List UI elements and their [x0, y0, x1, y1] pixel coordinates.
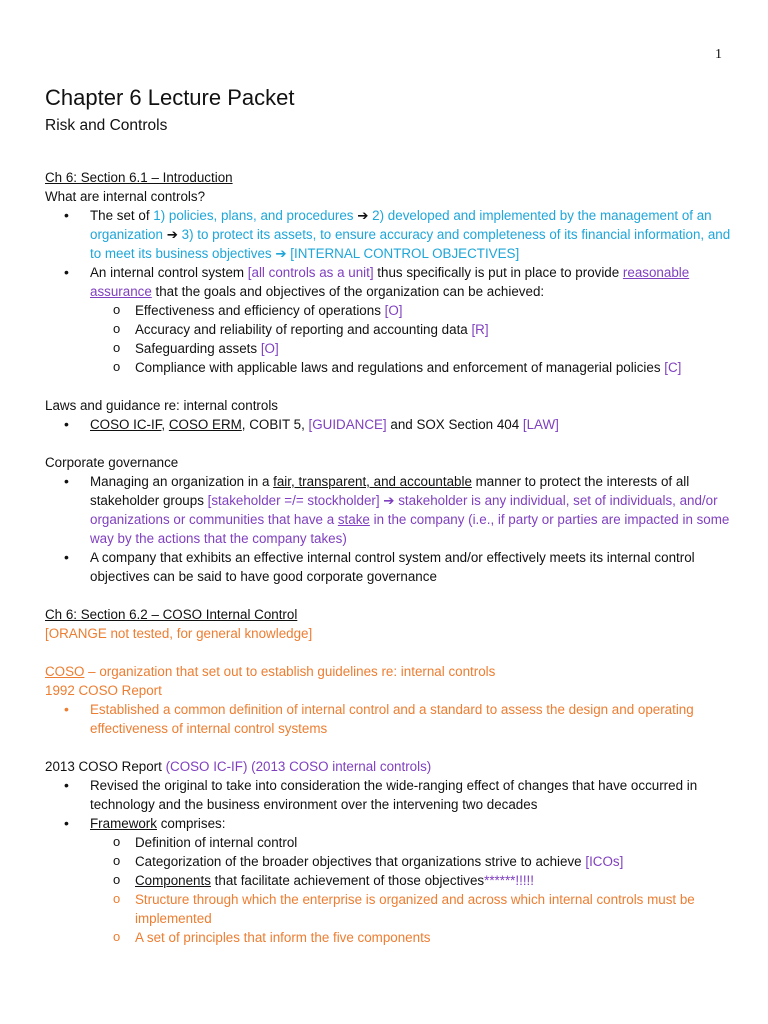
purple-tag: [ICOs] — [585, 854, 624, 869]
blue-text: 2) developed and implemented by the management of an organization — [90, 208, 712, 242]
reasonable-assurance-term: reasonable assurance — [90, 265, 690, 299]
objective-item — [90, 320, 735, 339]
objectives-list — [90, 301, 735, 377]
laws-heading: Laws and guidance re: internal controls — [45, 398, 278, 413]
objective-item — [90, 339, 735, 358]
text-span: Compliance with applicable laws and regulations and enforcement of managerial policies — [135, 360, 665, 375]
document-body — [45, 84, 735, 947]
text-span: that facilitate achievement of those objectives — [210, 873, 485, 888]
bullet-laws — [45, 415, 735, 434]
text-span: Accuracy and reliability of reporting and accounting data — [135, 322, 472, 337]
report-2013-bullets — [45, 776, 735, 947]
components-term: Components — [135, 873, 211, 888]
purple-tag: (COSO IC-IF) (2013 COSO internal controls) — [165, 759, 432, 774]
text-span: 2013 COSO Report — [45, 759, 166, 774]
text-span: – organization that set out to establish guidelines re: internal controls — [84, 664, 496, 679]
objective-item — [90, 358, 735, 377]
text-span: Safeguarding assets — [135, 341, 261, 356]
underlined-text: fair, transparent, and accountable — [273, 474, 472, 489]
text-span: , — [161, 417, 169, 432]
bullet-governance-def — [45, 472, 735, 548]
text-span: thus specifically is put in place to provide — [373, 265, 623, 280]
purple-tag: [all controls as a unit] — [247, 265, 374, 280]
bullet-governance-company: • A company that exhibits an effective internal control system and/or effectively meets its internal control objectives can be said to have good corporate governance — [45, 548, 735, 586]
report-2013-heading — [45, 757, 735, 776]
purple-text: in the company (i.e., if party or parties are impacted in some way by the actions that the company takes) — [90, 512, 730, 546]
framework-term: Framework — [90, 816, 157, 831]
blue-text: 1) policies, plans, and procedures — [153, 208, 354, 223]
arrow: ➔ — [162, 227, 182, 242]
bullet-control-system — [45, 263, 735, 377]
text-span: comprises: — [156, 816, 226, 831]
coso-erm-term: COSO ERM — [168, 417, 242, 432]
purple-tag: ******!!!!! — [484, 873, 534, 888]
coso-icif-term: COSO IC-IF — [90, 417, 162, 432]
purple-tag: [C] — [664, 360, 682, 375]
objective-item — [90, 301, 735, 320]
text-span: The set of — [90, 208, 154, 223]
purple-tag: [GUIDANCE] — [308, 417, 387, 432]
text-span: and SOX Section 404 — [386, 417, 523, 432]
report-1992-bullets — [45, 700, 735, 738]
text-span: Effectiveness and efficiency of operations — [135, 303, 385, 318]
coso-term: COSO — [45, 664, 85, 679]
report-1992-heading: 1992 COSO Report — [45, 683, 162, 698]
governance-heading: Corporate governance — [45, 455, 179, 470]
section-heading-6-1 — [45, 168, 735, 187]
arrow: ➔ — [271, 246, 291, 261]
purple-tag: [LAW] — [522, 417, 559, 432]
framework-item — [90, 852, 735, 871]
governance-bullets — [45, 472, 735, 586]
text-span: Definition of internal control — [135, 835, 298, 850]
framework-item — [90, 833, 735, 852]
orange-note: [ORANGE not tested, for general knowledge] — [45, 626, 313, 641]
framework-list — [90, 833, 735, 947]
page-title: Chapter 6 Lecture Packet — [45, 85, 295, 110]
text-span: An internal control system — [90, 265, 248, 280]
framework-item-orange: o A set of principles that inform the five components — [90, 928, 735, 947]
purple-text: [stakeholder =/= stockholder] ➔ stakeholder is any individual, set of individuals, and/or organizations or communities that have a — [90, 493, 718, 527]
page-number: 1 — [715, 47, 722, 62]
text-span: Managing an organization in a — [90, 474, 274, 489]
arrow: ➔ — [353, 208, 373, 223]
framework-item-orange: o Structure through which the enterprise is organized and across which internal controls must be implemented — [90, 890, 735, 928]
text-span: manner to protect the interests of all stakeholder groups — [90, 474, 690, 508]
bullet-framework — [45, 814, 735, 947]
intro-bullets — [45, 206, 735, 377]
question-line: What are internal controls? — [45, 189, 206, 204]
section-heading-text: Ch 6: Section 6.2 – COSO Internal Control — [45, 607, 298, 622]
framework-item — [90, 871, 735, 890]
section-heading-6-2 — [45, 605, 735, 624]
stake-term: stake — [337, 512, 370, 527]
laws-bullets — [45, 415, 735, 434]
purple-tag: [O] — [260, 341, 279, 356]
bullet-definition — [45, 206, 735, 263]
page-subtitle: Risk and Controls — [45, 117, 168, 134]
bullet-1992: • Established a common definition of internal control and a standard to assess the design and operating effectiveness of internal control systems — [45, 700, 735, 738]
text-span: that the goals and objectives of the organization can be achieved: — [151, 284, 545, 299]
text-span: Categorization of the broader objectives that organizations strive to achieve — [135, 854, 586, 869]
coso-definition — [45, 662, 735, 681]
text-span: , COBIT 5, — [241, 417, 309, 432]
blue-tag: [INTERNAL CONTROL OBJECTIVES] — [290, 246, 520, 261]
purple-tag: [O] — [384, 303, 403, 318]
bullet-2013-revised: • Revised the original to take into consideration the wide-ranging effect of changes that have occurred in technology and the business environment over the intervening two decades — [45, 776, 735, 814]
purple-tag: [R] — [471, 322, 489, 337]
blue-text: 3) to protect its assets, to ensure accuracy and completeness of its financial information, and to meet its business objectives — [90, 227, 731, 261]
section-heading-text: Ch 6: Section 6.1 – Introduction — [45, 170, 233, 185]
